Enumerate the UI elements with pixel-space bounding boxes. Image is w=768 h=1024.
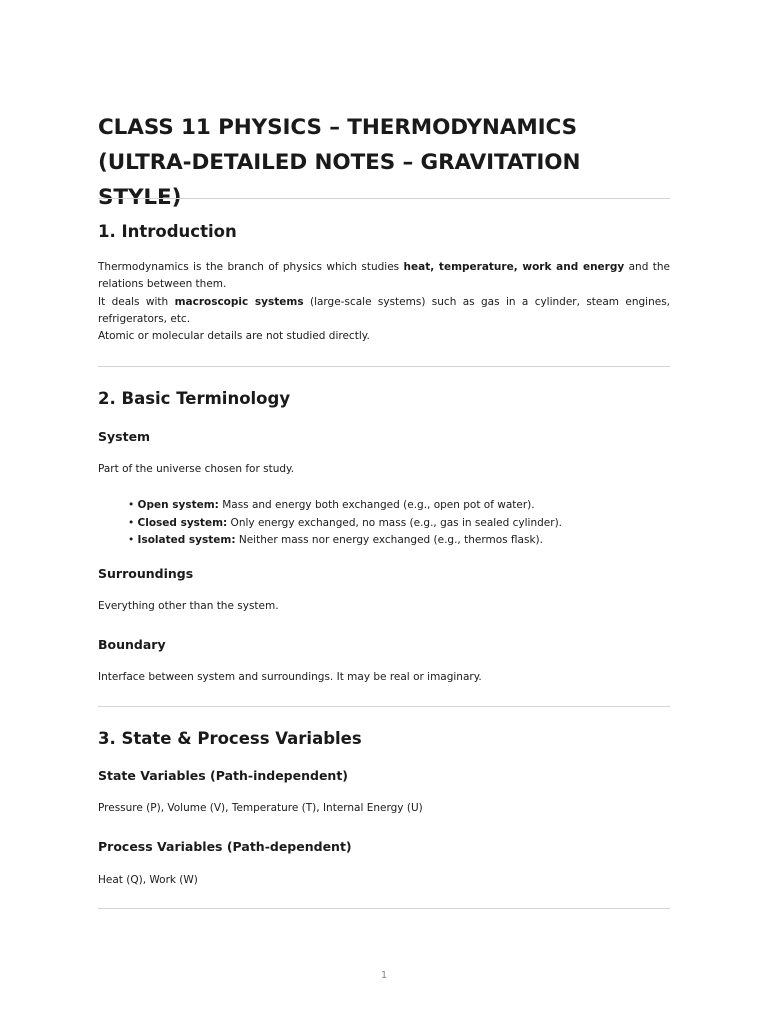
subheading-process-variables: Process Variables (Path-dependent) bbox=[98, 839, 352, 854]
intro-p1-bold: heat, temperature, work and energy bbox=[403, 261, 625, 273]
system-text: Part of the universe chosen for study. bbox=[98, 463, 295, 475]
intro-p3: Atomic or molecular details are not studied directly. bbox=[98, 330, 370, 343]
list-item bbox=[128, 515, 562, 533]
state-variables-text: Pressure (P), Volume (V), Temperature (T), Internal Energy (U) bbox=[98, 802, 423, 814]
intro-p2-text: It deals with bbox=[98, 295, 175, 308]
list-item-text: Only energy exchanged, no mass (e.g., gas in sealed cylinder). bbox=[227, 516, 562, 529]
intro-p1-text-end: and the relations between them. bbox=[98, 261, 670, 291]
list-item-text: Mass and energy both exchanged (e.g., open pot of water). bbox=[218, 499, 535, 511]
intro-p1 bbox=[98, 261, 670, 290]
list-item-text: Neither mass nor energy exchanged (e.g., thermos flask). bbox=[235, 534, 543, 546]
intro-p2 bbox=[98, 294, 670, 329]
list-item-label: Isolated system: bbox=[137, 534, 236, 546]
section-heading-variables: 3. State & Process Variables bbox=[98, 729, 362, 748]
surroundings-text: Everything other than the system. bbox=[98, 600, 279, 612]
subheading-state-variables: State Variables (Path-independent) bbox=[98, 768, 349, 783]
title-line-2: (ULTRA-DETAILED NOTES – GRAVITATION STYLE) bbox=[98, 150, 581, 210]
list-item bbox=[128, 497, 562, 515]
system-types-list bbox=[128, 497, 562, 550]
title-line-1: CLASS 11 PHYSICS – THERMODYNAMICS bbox=[98, 115, 578, 140]
section-heading-introduction: 1. Introduction bbox=[98, 222, 237, 241]
page-title bbox=[98, 110, 670, 215]
boundary-text: Interface between system and surroundings. It may be real or imaginary. bbox=[98, 671, 482, 683]
subheading-surroundings: Surroundings bbox=[98, 566, 194, 581]
list-item-label: Open system: bbox=[137, 499, 219, 511]
intro-p2-text-end: (large-scale systems) such as gas in a cylinder, steam engines, refrigerators, etc. bbox=[98, 295, 671, 325]
intro-p2-bold: macroscopic systems bbox=[174, 295, 304, 308]
intro-p1-text: Thermodynamics is the branch of physics which studies bbox=[98, 261, 404, 273]
list-item bbox=[128, 532, 562, 550]
subheading-system: System bbox=[98, 429, 151, 444]
divider bbox=[98, 908, 670, 909]
section-heading-terminology: 2. Basic Terminology bbox=[98, 389, 291, 408]
divider bbox=[98, 198, 670, 199]
list-item-label: Closed system: bbox=[137, 516, 228, 529]
process-variables-text: Heat (Q), Work (W) bbox=[98, 874, 198, 886]
divider bbox=[98, 366, 670, 367]
subheading-boundary: Boundary bbox=[98, 637, 166, 652]
divider bbox=[98, 706, 670, 707]
page-number: 1 bbox=[380, 970, 388, 981]
intro-paragraph bbox=[98, 259, 670, 345]
